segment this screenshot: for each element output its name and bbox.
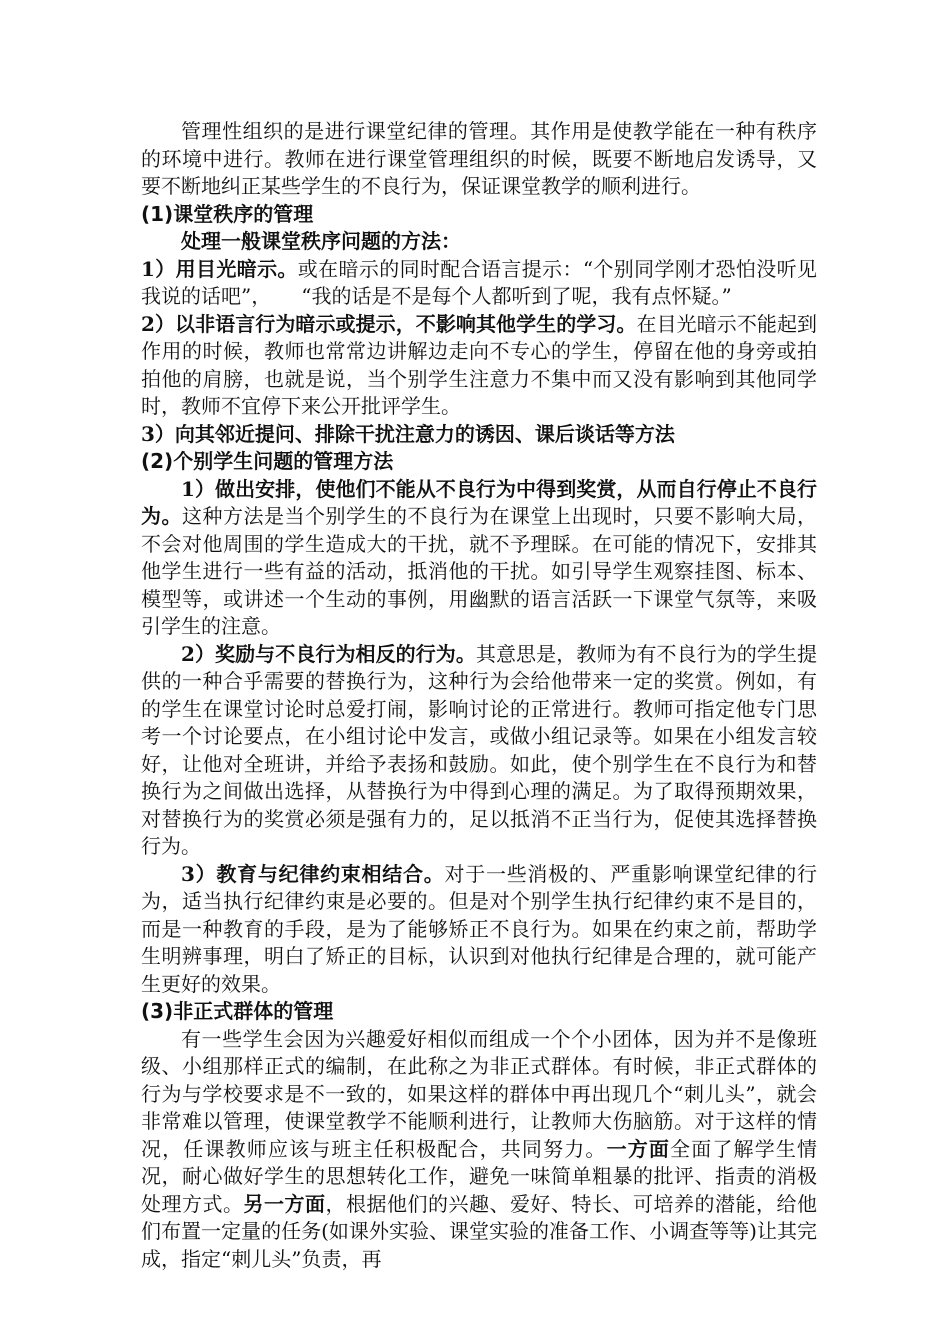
list-item (141, 421, 817, 449)
item-lead: 3）向其邻近提问、排除干扰注意力的诱因、课后谈话等方法 (141, 421, 675, 446)
list-item (141, 641, 817, 861)
emphasis: 一方面 (606, 1136, 671, 1161)
item-lead: 2）奖励与不良行为相反的行为。 (181, 641, 476, 666)
list-item (141, 476, 817, 641)
section-heading-individual-students: (2)个别学生问题的管理方法 (141, 449, 394, 473)
emphasis: 另一方面 (243, 1191, 326, 1216)
item-lead: 2）以非语言行为暗示或提示，不影响其他学生的学习。 (141, 311, 637, 336)
section-heading-classroom-order: (1)课堂秩序的管理 (141, 201, 314, 226)
document-page (141, 118, 817, 1273)
item-text: 这种方法是当个别学生的不良行为在课堂上出现时，只要不影响大局，不会对他周围的学生造成大的干扰，就不予理睬。在可能的情况下，安排其他学生进行一些有益的活动，抵消他的干扰。如引导学生观察挂图、标本、模型等，或讲述一个生动的事例，用幽默的语言活跃一下课堂气氛等，来吸引学生的注意。 (141, 504, 817, 638)
intro-paragraph: 管理性组织的是进行课堂纪律的管理。其作用是使教学能在一种有秩序的环境中进行。教师在进行课堂管理组织的时候，既要不断地启发诱导，又要不断地纠正某些学生的不良行为，保证课堂教学的顺利进行。 (141, 119, 817, 198)
informal-groups-paragraph: 有一些学生会因为兴趣爱好相似而组成一个个小团体，因为并不是像班级、小组那样正式的编制，在此称之为非正式群体。有时候，非正式群体的行为与学校要求是不一致的，如果这样的群体中再出现几个“刺儿头”，就会非常难以管理，使课堂教学不能顺利进行，让教师大伤脑筋。对于这样的情况，任课教师应该与班主任积极配合，共同努力。一方面全面了解学生情况，耐心做好学生的思想转化工作，避免一味简单粗暴的批评、指责的消极处理方式。另一方面，根据他们的兴趣、爱好、特长、可培养的潜能，给他们布置一定量的任务(如课外实验、课堂实验的准备工作、小调查等等)让其完成，指定“刺儿头”负责，再 (141, 1026, 818, 1271)
item-text: 或在暗示的同时配合语言提示：“个别同学刚才恐怕没听见我说的话吧”， “我的话是不是每个人都听到了呢，我有点怀疑。” (141, 256, 817, 308)
item-text: 其意思是，教师为有不良行为的学生提供的一种合乎需要的替换行为，这种行为会给他带来一定的奖赏。例如，有的学生在课堂讨论时总爱打闹，影响讨论的正常进行。教师可指定他专门思考一个讨论要点，在小组讨论中发言，或做小组记录等。如果在小组发言较好，让他对全班讲，并给予表扬和鼓励。如此，使个别学生在不良行为和替换行为之间做出选择，从替换行为中得到心理的满足。为了取得预期效果，对替换行为的奖赏必须是强有力的，足以抵消不正当行为，促使其选择替换行为。 (141, 641, 817, 858)
list-item (141, 861, 817, 999)
list-item (141, 256, 817, 311)
item-text: 在目光暗示不能起到作用的时候，教师也常常边讲解边走向不专心的学生，停留在他的身旁或拍拍他的肩膀，也就是说，当个别学生注意力不集中而又没有影响到其他同学时，教师不宜停下来公开批评学生。 (141, 311, 818, 418)
subheading-methods: 处理一般课堂秩序问题的方法： (181, 229, 461, 253)
item-lead: 1）做出安排，使他们不能从不良行为中得到奖赏，从而自行停止不良行为。 (141, 476, 817, 528)
item-lead: 1）用目光暗示。 (141, 256, 298, 281)
item-text: 对于一些消极的、严重影响课堂纪律的行为，适当执行纪律约束是必要的。但是对个别学生执行纪律约束不是目的，而是一种教育的手段，是为了能够矫正不良行为。如果在约束之前，帮助学生明辨事理，明白了矫正的目标，认识到对他执行纪律是合理的，就可能产生更好的效果。 (141, 861, 817, 996)
section-heading-informal-groups: (3)非正式群体的管理 (141, 999, 334, 1023)
list-item (141, 311, 817, 421)
item-lead: 3）教育与纪律约束相结合。 (181, 861, 445, 886)
